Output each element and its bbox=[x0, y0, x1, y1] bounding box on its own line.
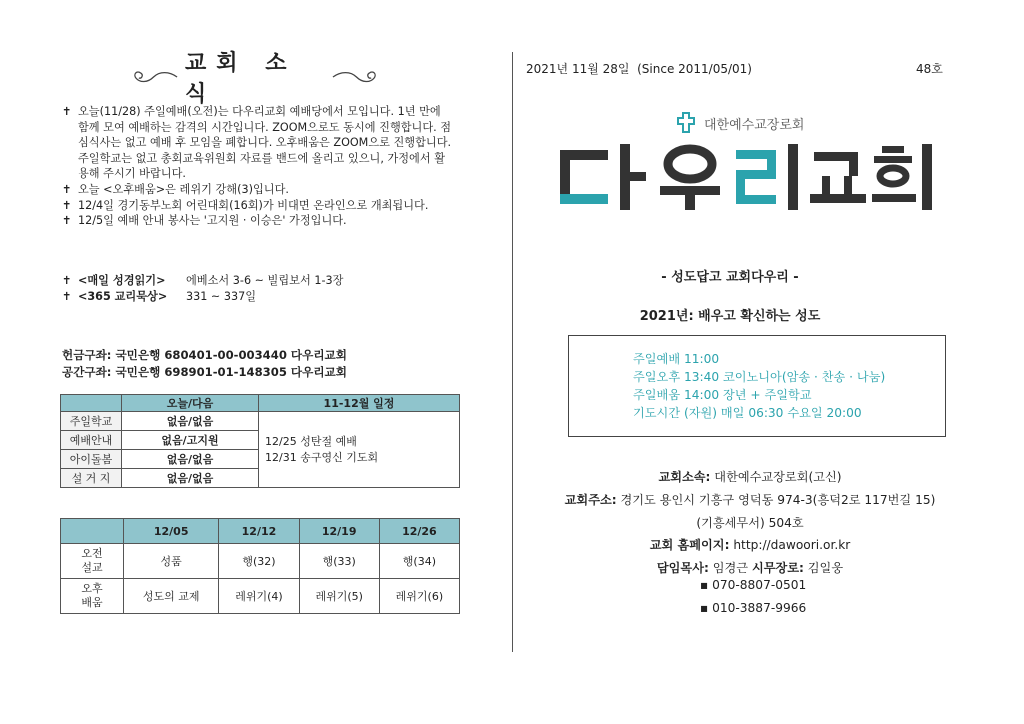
affiliation-line bbox=[520, 466, 980, 489]
table-row bbox=[61, 412, 460, 431]
row-value: 없음/없음 bbox=[122, 469, 259, 488]
notice-item bbox=[62, 104, 452, 182]
phone-line bbox=[700, 601, 806, 615]
cross-icon: ✝ bbox=[62, 214, 72, 228]
church-cross-icon bbox=[676, 112, 696, 134]
row-label: 아이돌봄 bbox=[61, 450, 122, 469]
service-line: 주일배움 14:00 장년 + 주일학교 bbox=[633, 388, 812, 402]
row-label: 주일학교 bbox=[61, 412, 122, 431]
phone-number: 070-8807-0501 bbox=[712, 578, 807, 592]
row-label: 오후 배움 bbox=[61, 579, 124, 614]
pastor-name: 임경근 bbox=[712, 561, 749, 576]
reading-list bbox=[62, 273, 343, 304]
denomination bbox=[676, 112, 804, 134]
account-line bbox=[62, 347, 347, 364]
service-line: 기도시간 (자원) 매일 06:30 수요일 20:00 bbox=[633, 406, 862, 420]
sermon-cell: 레위기(4) bbox=[219, 579, 299, 614]
info-label: 교회주소: bbox=[564, 492, 617, 507]
bulletin-date: 2021년 11월 28일 (Since 2011/05/01) bbox=[526, 62, 752, 76]
table-row bbox=[61, 544, 460, 579]
account-line bbox=[62, 364, 347, 381]
service-line: 주일오후 13:40 코이노니아(암송 · 찬송 · 나눔) bbox=[633, 370, 886, 384]
address-line-2: (기흥세무서) 504호 bbox=[696, 515, 804, 530]
row-value: 없음/고지원 bbox=[122, 431, 259, 450]
service-line: 주일예배 11:00 bbox=[633, 352, 720, 366]
phone-number: 010-3887-9966 bbox=[712, 601, 807, 615]
homepage-line bbox=[520, 534, 980, 557]
service-times bbox=[568, 335, 946, 437]
issue-number: 48호 bbox=[916, 62, 943, 76]
table-header-row bbox=[61, 395, 460, 412]
notice-text: 오늘 <오후배움>은 레위기 강해(3)입니다. bbox=[78, 182, 289, 196]
schedule-table bbox=[60, 394, 460, 488]
sermon-cell: 레위기(5) bbox=[299, 579, 379, 614]
reading-item bbox=[62, 289, 343, 305]
info-label: 담임목사: bbox=[656, 561, 709, 576]
notice-text: 12/4일 경기동부노회 어린대회(16회)가 비대면 온라인으로 개최됩니다. bbox=[78, 198, 429, 212]
row-label: 설 거 지 bbox=[61, 469, 122, 488]
plan-cell bbox=[259, 412, 460, 488]
table-header: 11-12월 일정 bbox=[259, 395, 460, 412]
cross-icon: ✝ bbox=[62, 274, 72, 287]
sermon-cell: 행(33) bbox=[299, 544, 379, 579]
table-header: 12/05 bbox=[124, 519, 219, 544]
sermon-table bbox=[60, 518, 460, 614]
address-line bbox=[520, 489, 980, 512]
reading-value: 에베소서 3-6 ~ 빌립보서 1-3장 bbox=[186, 274, 344, 287]
account-label: 공간구좌: bbox=[62, 365, 112, 379]
cross-icon: ✝ bbox=[62, 105, 72, 118]
info-label: 교회 홈페이지: bbox=[649, 538, 730, 553]
table-header: 오늘/다음 bbox=[122, 395, 259, 412]
table-header: 12/12 bbox=[219, 519, 299, 544]
cross-icon: ✝ bbox=[62, 182, 72, 196]
square-bullet-icon: ▪ bbox=[700, 601, 709, 615]
reading-label: <매일 성경읽기> bbox=[78, 274, 166, 287]
row-label: 오전 설교 bbox=[61, 544, 124, 579]
sermon-cell: 레위기(6) bbox=[379, 579, 459, 614]
row-label: 예배안내 bbox=[61, 431, 122, 450]
sermon-cell: 성품 bbox=[124, 544, 219, 579]
table-header: 12/19 bbox=[299, 519, 379, 544]
ornament-left-icon bbox=[130, 67, 179, 87]
cross-icon: ✝ bbox=[62, 289, 72, 303]
account-info bbox=[62, 347, 347, 381]
reading-label: <365 교리묵상> bbox=[78, 289, 168, 303]
account-value: 국민은행 698901-01-148305 다우리교회 bbox=[115, 365, 347, 379]
info-label: 교회소속: bbox=[658, 470, 711, 484]
year-goal: 2021년: 배우고 확신하는 성도 bbox=[639, 309, 821, 324]
church-info bbox=[520, 466, 980, 580]
notice-item bbox=[62, 182, 452, 198]
sermon-cell: 성도의 교제 bbox=[124, 579, 219, 614]
denomination-text: 대한예수교장로회 bbox=[704, 117, 805, 133]
page-divider bbox=[512, 52, 513, 652]
notice-list bbox=[62, 104, 452, 229]
sermon-cell: 행(32) bbox=[219, 544, 299, 579]
table-header bbox=[61, 395, 122, 412]
address-value: 경기도 용인시 기흥구 영덕동 974-3(흥덕2로 117번길 15) bbox=[620, 492, 936, 507]
phone-line bbox=[700, 578, 806, 592]
plan-item: 12/25 성탄절 예배 bbox=[265, 434, 357, 448]
notice-item bbox=[62, 213, 452, 229]
news-title bbox=[130, 50, 380, 107]
account-value: 국민은행 680401-00-003440 다우리교회 bbox=[115, 348, 347, 362]
account-label: 헌금구좌: bbox=[62, 348, 112, 362]
church-logo bbox=[560, 142, 940, 212]
table-row bbox=[61, 579, 460, 614]
motto: - 성도답고 교회다우리 - bbox=[661, 270, 799, 285]
plan-item: 12/31 송구영신 기도회 bbox=[265, 450, 379, 464]
row-value: 없음/없음 bbox=[122, 450, 259, 469]
table-header-row bbox=[61, 519, 460, 544]
notice-text: 오늘(11/28) 주일예배(오전)는 다우리교회 예배당에서 모입니다. 1년 만에 함께 모여 예배하는 감격의 시간입니다. ZOOM으로도 동시에 진행합니다. 점심식사는 없고 예배 후 모임을 폐합니다. 오후배움은 ZOOM으로 진행합니다. 주일학교는 없고 총회교육위원회 자료를 밴드에 올리고 있으니, 가정에서 활용해 주시기 바랍니다. bbox=[78, 105, 452, 181]
info-label: 시무장로: bbox=[751, 561, 804, 576]
pastor-line bbox=[520, 557, 980, 580]
cross-icon: ✝ bbox=[62, 198, 72, 212]
ornament-right-icon bbox=[331, 67, 380, 87]
affiliation-value: 대한예수교장로회(고신) bbox=[714, 470, 842, 484]
row-value: 없음/없음 bbox=[122, 412, 259, 431]
notice-text: 12/5일 예배 안내 봉사는 '고지원 · 이승은' 가정입니다. bbox=[78, 214, 347, 228]
reading-value: 331 ~ 337일 bbox=[186, 289, 257, 303]
reading-item bbox=[62, 273, 343, 289]
homepage-link[interactable]: http://dawoori.or.kr bbox=[733, 538, 851, 553]
admin-name: 김일웅 bbox=[807, 561, 844, 576]
notice-item bbox=[62, 198, 452, 214]
news-title-text: 교회 소식 bbox=[185, 50, 297, 107]
square-bullet-icon: ▪ bbox=[700, 578, 709, 592]
table-header bbox=[61, 519, 124, 544]
table-header: 12/26 bbox=[379, 519, 459, 544]
sermon-cell: 행(34) bbox=[379, 544, 459, 579]
